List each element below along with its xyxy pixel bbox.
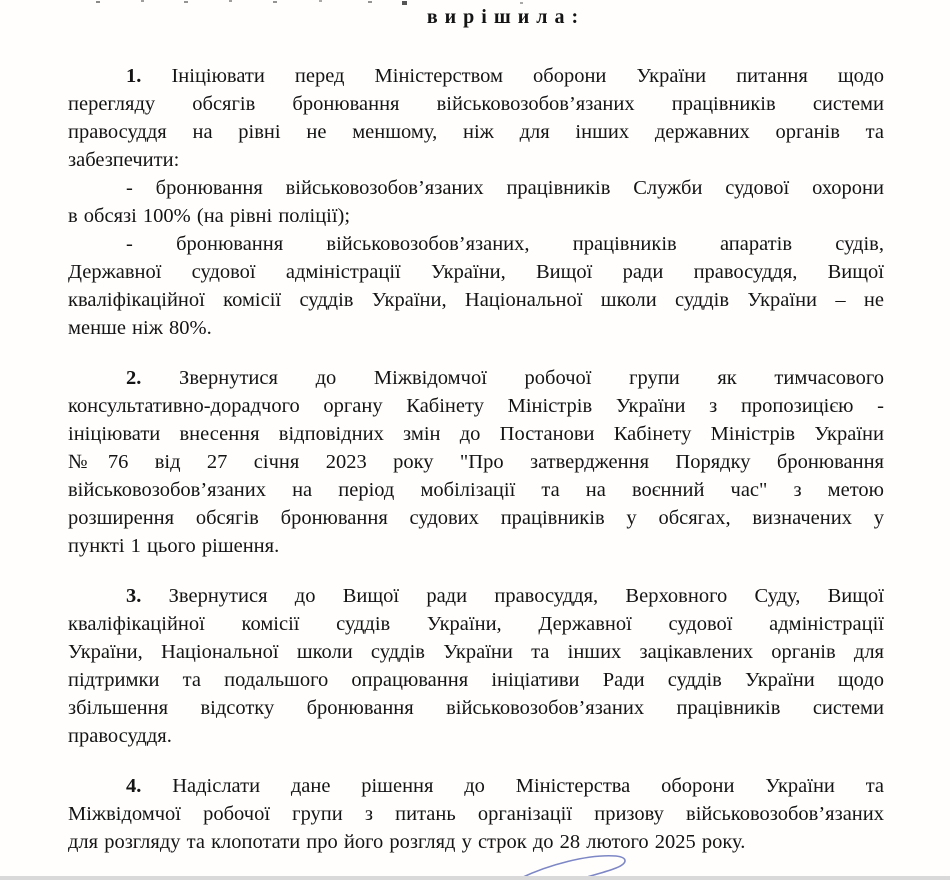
document-body [68,0,884,856]
bullet-2-line: Державної судової адміністрації України, Вищої ради правосуддя, Вищої [68,261,884,283]
paragraph-2-line: військовозобов’язаних на період мобілізації та на воєнний час" з метою [68,479,884,501]
paragraph-2-line: пункті 1 цього рішення. [68,535,280,557]
bullet-1-line: - бронювання військовозобов’язаних працівників Служби судової охорони [126,177,884,199]
paragraph-4 [68,772,884,856]
bullet-1-line: в обсязі 100% (на рівні поліції); [68,205,351,227]
paragraph-3-line: правосуддя. [68,725,172,747]
paragraph-4-line: для розгляду та клопотати про його розгляд у строк до 28 лютого 2025 року. [68,831,746,853]
paragraph-4-line: Міжвідомчої робочої групи з питань організації призову військовозобов’язаних [68,803,884,825]
paragraph-3 [68,582,884,750]
paragraph-3-line: підтримки та подальшого опрацювання ініціативи Ради суддів України щодо [68,669,884,691]
paragraph-number: 1. [126,65,142,87]
paragraph-3-line: кваліфікаційної комісії суддів України, Державної судової адміністрації [68,613,884,635]
bullet-1 [68,174,884,230]
paragraph-1-line: забезпечити: [68,149,180,171]
paragraph-2-line: розширення обсягів бронювання судових працівників у обсягах, визначених у [68,507,884,529]
paragraph-2 [68,364,884,560]
bullet-2-line: - бронювання військовозобов’язаних, працівників апаратів судів, [126,233,884,255]
decision-heading: вирішила: [426,6,586,28]
paragraph-number: 4. [126,775,142,797]
paragraph-2-line: ініціювати внесення відповідних змін до Постанови Кабінету Міністрів України [68,423,884,445]
scan-edge-band [0,876,950,880]
paragraph-2-line: №76 від 27 січня 2023 року "Про затвердження Порядку бронювання [68,451,884,473]
bullet-2-line: кваліфікаційної комісії суддів України, Національної школи суддів України – не [68,289,884,311]
paragraph-2-line: 2. Звернутися до Міжвідомчої робочої групи як тимчасового [126,367,884,389]
paragraph-number: 2. [126,367,142,389]
bullet-2-line: менше ніж 80%. [68,317,212,339]
bullet-2 [68,230,884,342]
paragraph-3-line: збільшення відсотку бронювання військовозобов’язаних працівників системи [68,697,884,719]
paragraph-4-line: 4. Надіслати дане рішення до Міністерства оборони України та [126,775,884,797]
paragraph-1-line: перегляду обсягів бронювання військовозобов’язаних працівників системи [68,93,884,115]
paragraph-1-line: правосуддя на рівні не меншому, ніж для інших державних органів та [68,121,884,143]
paragraph-number: 3. [126,585,142,607]
paragraph-3-line: 3. Звернутися до Вищої ради правосуддя, Верховного Суду, Вищої [126,585,884,607]
paragraph-1 [68,62,884,174]
paragraph-2-line: консультативно-дорадчого органу Кабінету Міністрів України з пропозицією - [68,395,884,417]
paragraph-1-line: 1. Ініціювати перед Міністерством оборони України питання щодо [126,65,884,87]
paragraph-3-line: України, Національної школи суддів України та інших зацікавлених органів для [68,641,884,663]
